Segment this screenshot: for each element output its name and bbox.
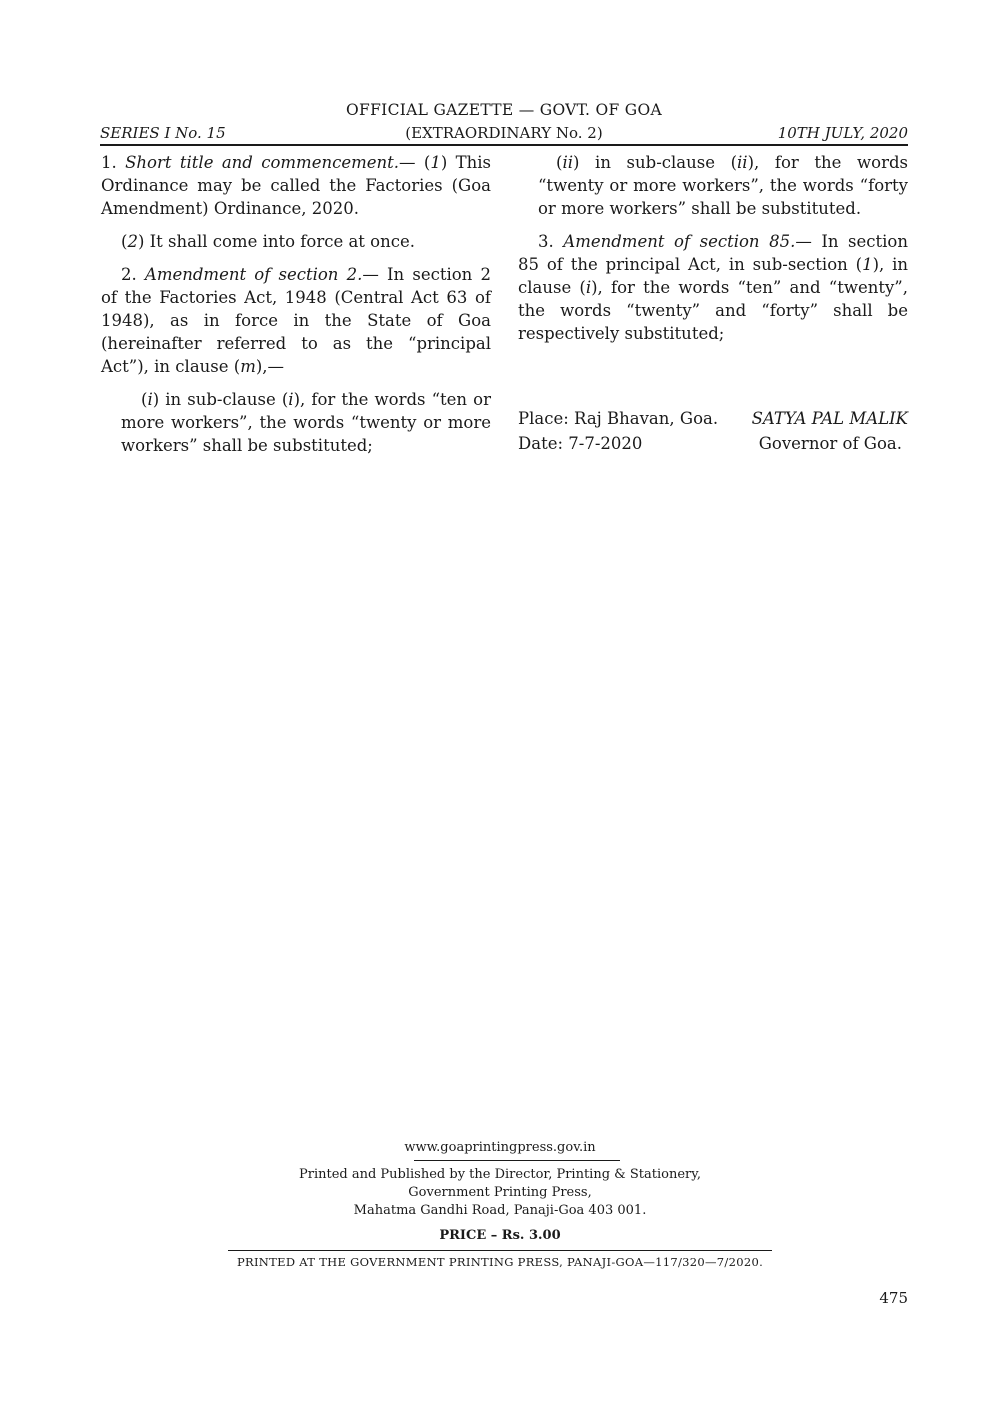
right-column	[518, 151, 908, 355]
subsection-number: 1	[430, 153, 441, 172]
section-number: 2.	[121, 265, 145, 284]
text-fragment: ) in sub-clause (	[573, 153, 738, 172]
text-fragment: (	[121, 232, 128, 251]
sub-clause-i-paragraph	[101, 388, 491, 457]
signatory-designation: Governor of Goa.	[758, 434, 902, 453]
signature-row-1	[518, 406, 908, 431]
publisher-line-1: Printed and Published by the Director, Printing & Stationery,	[298, 1167, 701, 1182]
sub-clause-ii-paragraph	[518, 151, 908, 220]
printed-at-line: PRINTED AT THE GOVERNMENT PRINTING PRESS, PANAJI-GOA—117/320—7/2020.	[236, 1255, 764, 1269]
signature-row-2	[518, 431, 908, 456]
place-label: Place: Raj Bhavan, Goa.	[518, 409, 719, 428]
text-fragment: (	[556, 153, 563, 172]
clause-letter: i	[585, 278, 592, 297]
subsection-number: 1	[862, 255, 873, 274]
section-heading: Amendment of section 85.	[563, 232, 796, 251]
sub-clause-number: i	[288, 390, 294, 409]
section-3-paragraph	[518, 230, 908, 345]
text-fragment: — (	[399, 153, 431, 172]
subsection-number: 2	[127, 232, 138, 251]
publisher-line-2: Government Printing Press,	[408, 1185, 592, 1200]
section-text: ) It shall come into force at once.	[137, 232, 415, 251]
section-2-paragraph	[101, 263, 491, 378]
text-fragment: (	[141, 390, 148, 409]
section-heading: Amendment of section 2.	[144, 265, 363, 284]
signatory-name: SATYA PAL MALIK	[751, 409, 908, 428]
text-fragment: ),—	[255, 357, 285, 376]
sub-clause-number: ii	[737, 153, 748, 172]
section-heading: Short title and commencement.	[125, 153, 399, 172]
section-text: ), for the words “ten” and “twenty”, the words “twenty” and “forty” shall be respectively substituted;	[518, 278, 908, 343]
publisher-line-3: Mahatma Gandhi Road, Panaji-Goa 403 001.	[353, 1203, 647, 1218]
gazette-title: OFFICIAL GAZETTE — GOVT. OF GOA	[346, 101, 662, 119]
issue-date: 10TH JULY, 2020	[777, 124, 908, 142]
section-number: 3.	[538, 232, 564, 251]
text-fragment: ) in sub-clause (	[152, 390, 289, 409]
website-link[interactable]: www.goaprintingpress.gov.in	[404, 1140, 596, 1155]
signature-block	[518, 406, 908, 456]
section-text: — In section 85 of the principal Act, in sub-section (	[518, 232, 908, 274]
sub-clause-number: ii	[562, 153, 573, 172]
series-number: SERIES I No. 15	[100, 124, 226, 142]
footer-divider	[414, 1160, 620, 1161]
text-fragment: ), in clause (	[518, 255, 908, 297]
section-number: 1.	[101, 153, 126, 172]
section-text: ), for the words “twenty or more workers”, the words “forty or more workers” shall be substituted.	[538, 153, 908, 218]
section-text: ), for the words “ten or more workers”, the words “twenty or more workers” shall be substituted;	[121, 390, 491, 455]
clause-letter: m	[240, 357, 256, 376]
sub-clause-number: i	[147, 390, 153, 409]
page-number: 475	[879, 1289, 908, 1307]
section-text: — In section 2 of the Factories Act, 1948 (Central Act 63 of 1948), as in force in the State of Goa (hereinafter referred to as the “principal Act”), in clause (	[101, 265, 491, 376]
footer-divider-bottom	[228, 1250, 772, 1251]
publisher-info	[200, 1166, 800, 1220]
extraordinary-number: (EXTRAORDINARY No. 2)	[405, 124, 603, 142]
left-column	[101, 151, 491, 467]
price-label: PRICE – Rs. 3.00	[439, 1228, 561, 1243]
date-label: Date: 7-7-2020	[518, 434, 643, 453]
section-1-sub-2-paragraph	[101, 230, 491, 253]
header-row	[100, 124, 908, 146]
section-1-paragraph	[101, 151, 491, 220]
section-text: ) This Ordinance may be called the Factories (Goa Amendment) Ordinance, 2020.	[101, 153, 491, 218]
